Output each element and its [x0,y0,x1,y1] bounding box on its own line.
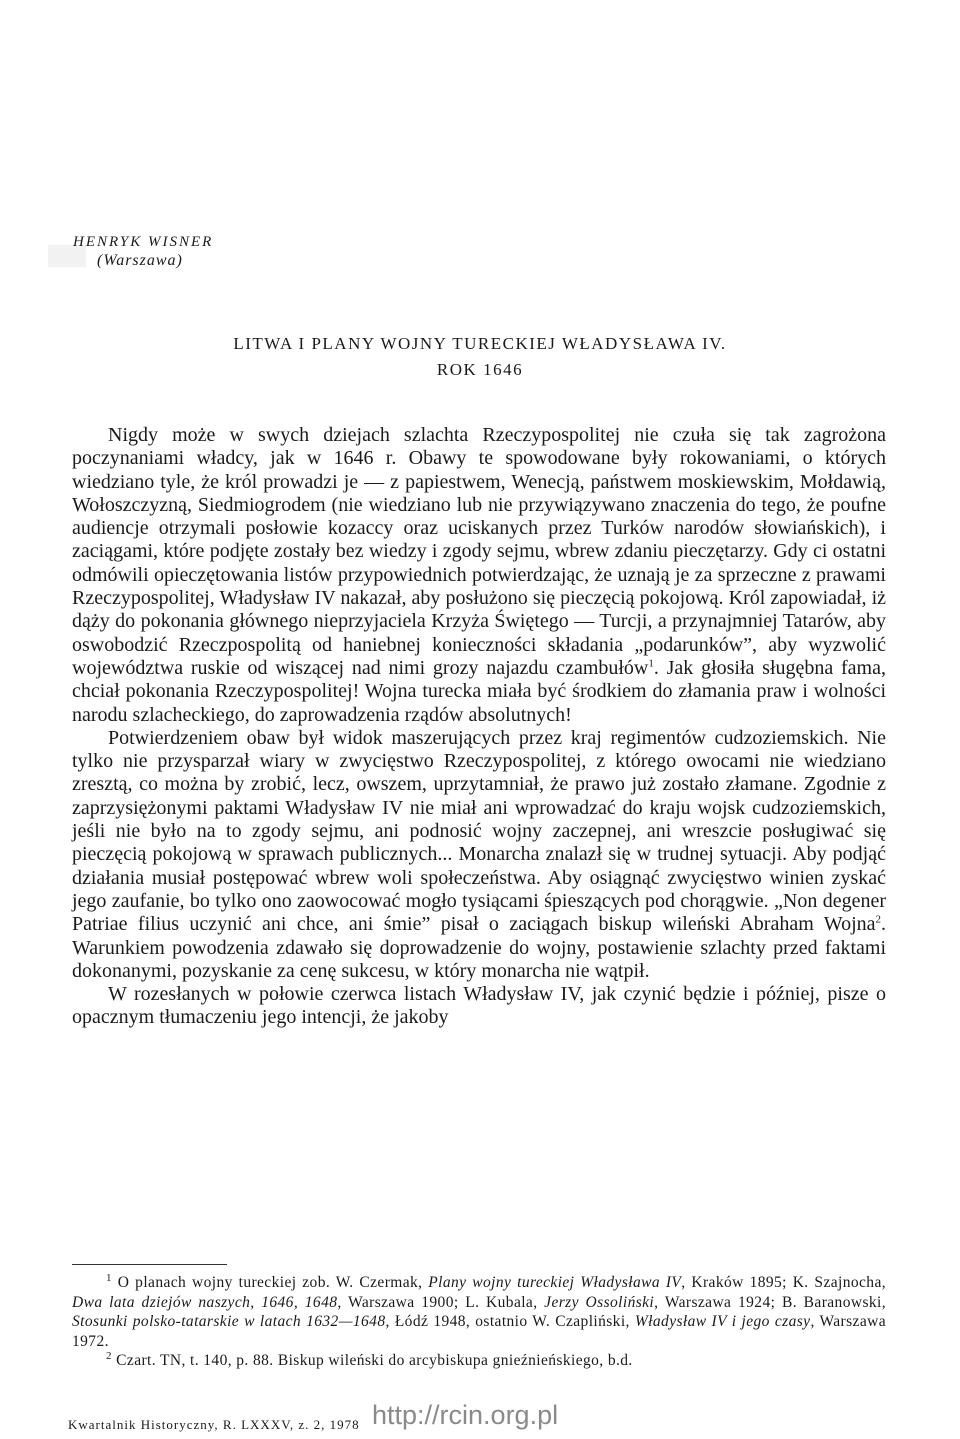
citation-title: Władysław IV i jego czasy [634,1313,811,1331]
paragraph-text: . Jak głosiła sługębna fama, chciał pokonania Rzeczypospolitej! Wojna turecka miała być środkiem do złamania praw i wolności narodu szlacheckiego, do zaprowadzenia rządów absolutnych! [72,656,886,726]
article-subtitle: ROK 1646 [436,360,524,379]
paragraph-text: Nigdy może w swych dziejach szlachta Rzeczypospolitej nie czuła się tak zagrożona poczynaniami władcy, jak w 1646 r. Obawy te spowodowane były rokowaniami, o których wiedziano tyle, że król prowadzi je — z papiestwem, Wenecją, państwem moskiewskim, Mołdawią, Wołoszczyzną, Siedmiogrodem (nie wiedziano lub nie przywiązywano znaczenia do tego, że poufne audiencje otrzymali posłowie kozaccy oraz uciskanych przez Turków narodów słowiańskich), i zaciągami, które podjęte zostały bez wiedzy i zgody sejmu, wbrew zdaniu pieczętarzy. Gdy ci ostatni odmówili opieczętowania listów przypowiednich potwierdzając, że uznają je za sprzeczne z prawami Rzeczypospolitej, Władysław IV nakazał, aby posłużono się pieczęcią pokojową. Król zapowiadał, iż dąży do pokonania głównego nieprzyjaciela Krzyża Świętego — Turcji, a przynajmniej Tatarów, aby oswobodzić Rzeczpospolitą od haniebnej konieczności składania „podarunków”, aby wyzwolić województwa ruskie od wiszącej nad nimi grozy najazdu czambułów [72,424,886,679]
footnote [72,1273,886,1351]
citation-title: Stosunki polsko-tatarskie w latach 1632—1648 [72,1313,386,1331]
footnote-text: , Warszawa 1900; L. Kubala, [337,1293,545,1311]
citation-title: Jerzy Ossoliński [544,1293,655,1311]
paragraph [72,727,886,983]
citation-title: Dwa lata dziejów naszych, 1646, 1648 [72,1293,338,1311]
footnote-text: Czart. TN, t. 140, p. 88. Biskup wileński do arcybiskupa gnieźnieńskiego, b.d. [111,1352,633,1370]
footnote-text: , Łódź 1948, ostatnio W. Czapliński, [385,1313,635,1331]
footnote-ref[interactable]: 1 [648,657,654,670]
article-body [72,424,886,1030]
footnotes [72,1273,886,1371]
paragraph-text: Potwierdzeniem obaw był widok maszerujących przez kraj regimentów cudzoziemskich. Nie tylko nie przysparzał wiary w zwycięstwo Rzeczypospolitej, z którego owocami nie wiedziano zresztą, co można by zrobić, lecz, owszem, uprzytamniał, że prawo już zostało złamane. Zgodnie z zaprzysiężonymi paktami Władysław IV nie miał ani wprowadzać do kraju wojsk cudzoziemskich, jeśli nie było na to zgody sejmu, ani podnosić wojny zaczepnej, ani wreszcie posługiwać się pieczęcią pokojową w sprawach publicznych... Monarcha znalazł się w trudnej sytuacji. Aby podjąć działania musiał postępować wbrew woli społeczeństwa. Aby osiągnąć zwycięstwo winien zyskać jego zaufanie, bo tylko ono zaowocować mogło tysiącami śpieszących pod chorągwie. „Non degener Patriae filius uczynić ani chce, ani śmie” pisał o zaciągach biskup wileński Abraham Wojna [72,726,886,936]
footnote-text: , Warszawa 1924; B. Baranowski, [654,1293,887,1311]
footnote-text: O planach wojny tureckiej zob. W. Czermak, [111,1274,429,1291]
source-url[interactable]: http://rcin.org.pl [372,1400,559,1430]
footnote-number: 1 [106,1271,112,1284]
footnote-text: , Kraków 1895; K. Szajnocha, [681,1274,886,1291]
footnote [72,1351,886,1371]
author-affiliation: (Warszawa) [97,252,183,269]
footnote-text: , Warszawa 1972. [72,1313,886,1350]
paragraph: W rozesłanych w połowie czerwca listach Władysław IV, jak czynić będzie i później, pisze o opacznym tłumaczeniu jego intencji, że jakoby [72,983,886,1029]
footnote-number: 2 [106,1350,112,1363]
footnote-ref[interactable]: 2 [875,913,881,926]
footnote-divider [72,1264,227,1265]
citation-title: Plany wojny tureckiej Władysława IV [428,1274,682,1291]
article-title: LITWA I PLANY WOJNY TURECKIEJ WŁADYSŁAWA IV. [233,334,727,353]
paragraph [72,424,886,727]
author-name: HENRYK WISNER [73,234,214,250]
journal-footer: Kwartalnik Historyczny, R. LXXXV, z. 2, 1978 [68,1417,360,1432]
paragraph-text: . Warunkiem powodzenia zdawało się doprowadzenie do wojny, postawienie szlachty przed faktami dokonanymi, pozyskanie za cenę sukcesu, w który monarcha nie wątpił. [72,913,886,982]
